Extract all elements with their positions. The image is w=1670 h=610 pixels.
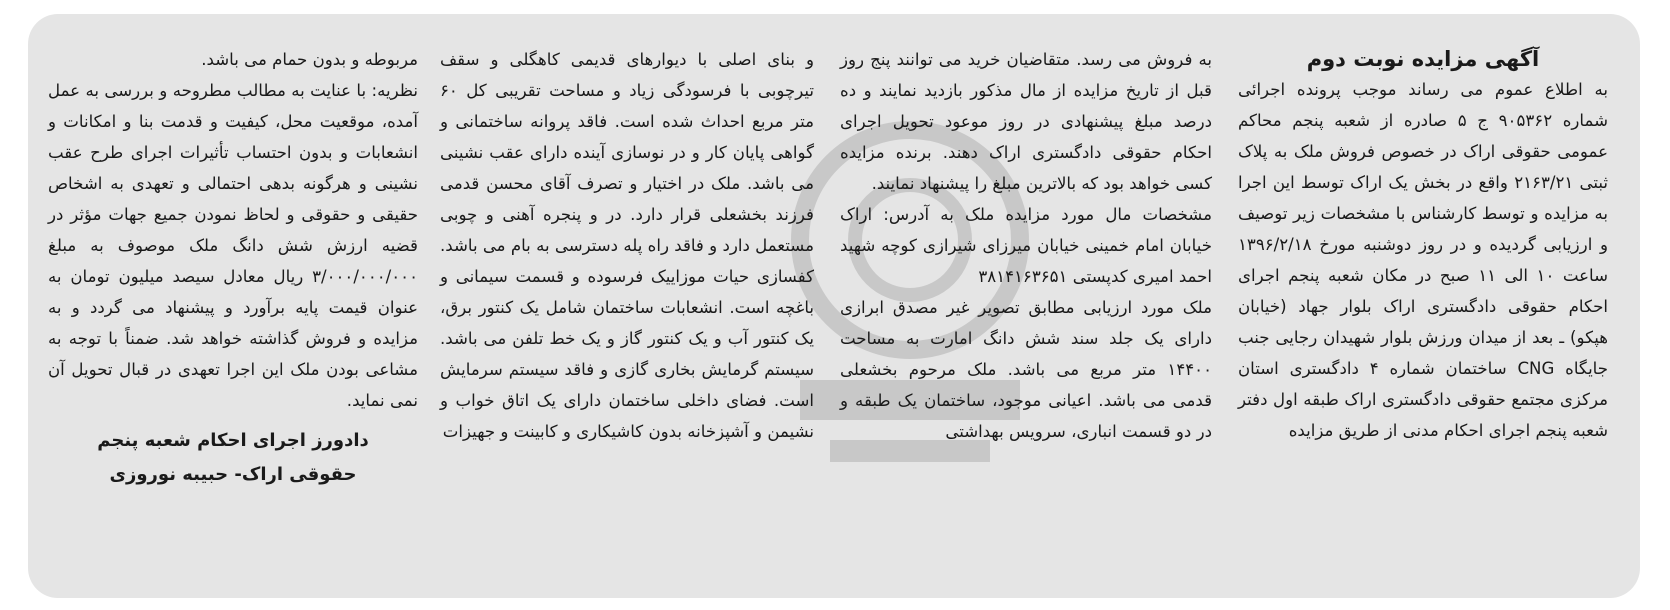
column-4-paragraph-1: مربوطه و بدون حمام می باشد. (201, 50, 418, 69)
column-1-paragraph-1: به اطلاع عموم می رساند موجب پرونده اجرائی شماره ۹۰۵۳۶۲ ج ۵ صادره از شعبه پنجم محاکم عمومی حقوقی اراک در خصوص فروش ملک به پلاک ثبتی ۲۱۶۳/۲۱ واقع در بخش یک اراک توسط این اجرا به مزایده و توسط کارشناس با مشخصات زیر توصیف و ارزیابی گردیده و در روز دوشنبه مورخ ۱۳۹۶/۲/۱۸ ساعت ۱۰ الی ۱۱ صبح در مکان شعبه پنجم اجرای احکام حقوقی دادگستری اراک بلوار جهاد (خیابان هپکو) ـ بعد از میدان ورزش بلوار شهیدان رجایی جنب جایگاه CNG ساختمان شماره ۴ دادگستری استان مرکزی مجتمع حقوقی دادگستری اراک طبقه اول دفتر شعبه پنجم اجرای احکام مدنی از طریق مزایده (1238, 80, 1608, 440)
signature-line-2: حقوقی اراک- حبیبه نوروزی (109, 464, 357, 485)
column-2 (840, 44, 1212, 447)
notice-title: آگهی مزایده نوبت دوم (1306, 47, 1540, 71)
column-2-paragraph-3: ملک مورد ارزیابی مطابق تصویر غیر مصدق ابرازی دارای یک جلد سند شش دانگ امارت به مساحت ۱۴۴۰۰ متر مربع می باشد. ملک مرحوم بخشعلی قدمی می باشد. اعیانی موجود، ساختمان یک طبقه و در دو قسمت انباری، سرویس بهداشتی (840, 298, 1212, 441)
column-3-paragraph-1: و بنای اصلی با دیوارهای قدیمی کاهگلی و سقف تیرچوبی با فرسودگی زیاد و مساحت تقریبی کل ۶۰ متر مربع احداث شده است. فاقد پروانه ساختمانی و گواهی پایان کار و در نوسازی آینده دارای عقب نشینی می باشد. ملک در اختیار و تصرف آقای محسن قدمی فرزند بخشعلی قرار دارد. در و پنجره آهنی و چوبی مستعمل دارد و فاقد راه پله دسترسی به بام می باشد. کفسازی حیات موزاییک فرسوده و قسمت سیمانی و باغچه است. انشعابات ساختمان شامل یک کنتور برق، یک کنتور آب و یک کنتور گاز و یک خط تلفن می باشد. سیستم گرمایش بخاری گازی و فاقد سیستم سرمایش است. فضای داخلی ساختمان دارای یک اتاق خواب و نشیمن و آشپزخانه بدون کاشیکاری و کابینت و جهیزات (440, 50, 814, 441)
signature-line-1: دادورز اجرای احکام شعبه پنجم (97, 430, 369, 451)
column-2-paragraph-2: مشخصات مال مورد مزایده ملک به آدرس: اراک خیابان امام خمینی خیابان میرزای شیرازی کوچه شهید احمد امیری کدپستی ۳۸۱۴۱۶۳۶۵۱ (840, 205, 1212, 286)
column-2-paragraph-1: به فروش می رسد. متقاضیان خرید می توانند پنج روز قبل از تاریخ مزایده از مال مذکور بازدید نمایند و ده درصد مبلغ پیشنهادی در روز موعود تحویل اجرای احکام حقوقی دادگستری اراک دهند. برنده مزایده کسی خواهد بود که بالاترین مبلغ را پیشنهاد نمایند. (840, 50, 1212, 193)
column-4-paragraph-2: نظریه: با عنایت به مطالب مطروحه و بررسی به عمل آمده، موقعیت محل، کیفیت و قدمت بنا و امکانات و انشعابات و بدون احتساب تأثیرات اجرای طرح عقب نشینی و هرگونه بدهی احتمالی و تعهدی به اشخاص حقیقی و حقوقی و لحاظ نمودن جمیع جهات مؤثر در قضیه ارزش شش دانگ ملک موصوف به مبلغ ۳/۰۰۰/۰۰۰/۰۰۰ ریال معادل سیصد میلیون تومان به عنوان قیمت پایه برآورد و پیشنهاد می گردد و به مزایده و فروش گذاشته خواهد شد. ضمناً با توجه به مشاعی بودن ملک این اجرا تعهدی در قبال تحویل آن نمی نماید. (48, 81, 418, 410)
column-4 (48, 44, 418, 492)
column-1 (1238, 44, 1608, 446)
column-3 (440, 44, 814, 447)
